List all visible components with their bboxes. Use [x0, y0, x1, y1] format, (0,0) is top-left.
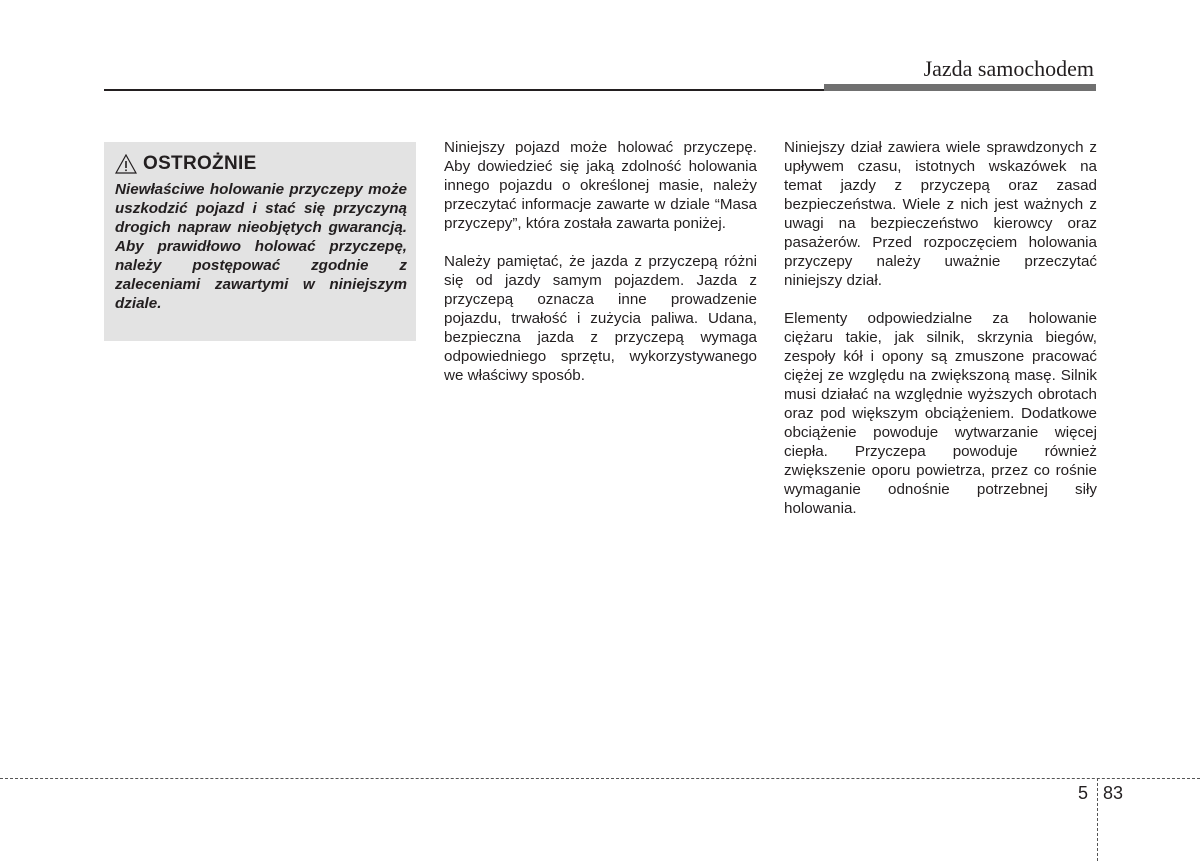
warning-triangle-icon — [115, 154, 137, 174]
caution-box — [104, 142, 416, 341]
caution-text: Niewłaściwe holowanie przyczepy może uszkodzić pojazd i stać się przyczyną drogich napraw nieobjętych gwarancją. Aby prawidłowo holować przyczepę, należy postępować zgodnie z zaleceniami zawartymi w niniejszym dziale. — [115, 181, 407, 312]
column-right — [784, 138, 1097, 537]
paragraph-towing-capacity: Niniejszy pojazd może holować przyczepę. Aby dowiedzieć się jaką zdolność holowania innego pojazdu o określonej masie, należy przeczytać informacje zawarte w dziale “Masa przyczepy”, która została zawarta poniżej. — [444, 139, 757, 232]
column-middle — [444, 138, 757, 404]
paragraph-driving-difference: Należy pamiętać, że jazda z przyczepą różni się od jazdy samym pojazdem. Jazda z przyczepą oznacza inne prowadzenie pojazdu, trwałość i zużycia paliwa. Udana, bezpieczna jazda z przyczepą wymaga odpowiedniego sprzętu, wykorzystywanego we właściwy sposób. — [444, 253, 757, 384]
paragraph-load-components: Elementy odpowiedzialne za holowanie ciężaru takie, jak silnik, skrzynia biegów, zespoły kół i opony są zmuszone pracować ciężej ze względu na zwiększoną masę. Silnik musi działać na względnie wyższych obrotach oraz pod większym obciążeniem. Dodatkowe obciążenie powoduje wytwarzanie więcej ciepła. Przyczepa powoduje również zwiększenie oporu powietrza, przez co rośnie wymaganie odnośnie potrzebnej siły holowania. — [784, 310, 1097, 517]
paragraph-section-intro: Niniejszy dział zawiera wiele sprawdzonych z upływem czasu, istotnych wskazówek na temat jazdy z przyczepą oraz zasad bezpieczeństwa. Wiele z nich jest ważnych z uwagi na bezpieczeństwo kierowcy oraz pasażerów. Przed rozpoczęciem holowania przyczepy należy uważnie przeczytać niniejszy dział. — [784, 139, 1097, 289]
header-rule-thick — [824, 84, 1096, 91]
footer-vertical-dashed-rule — [1097, 778, 1098, 861]
page-number: 83 — [1103, 783, 1124, 803]
header-rule-thin — [104, 89, 824, 91]
caution-title: OSTROŻNIE — [143, 153, 257, 174]
page-header-title: Jazda samochodem — [923, 56, 1094, 81]
caution-header — [115, 152, 407, 176]
chapter-number: 5 — [1078, 783, 1089, 803]
footer-dashed-rule — [0, 778, 1200, 779]
